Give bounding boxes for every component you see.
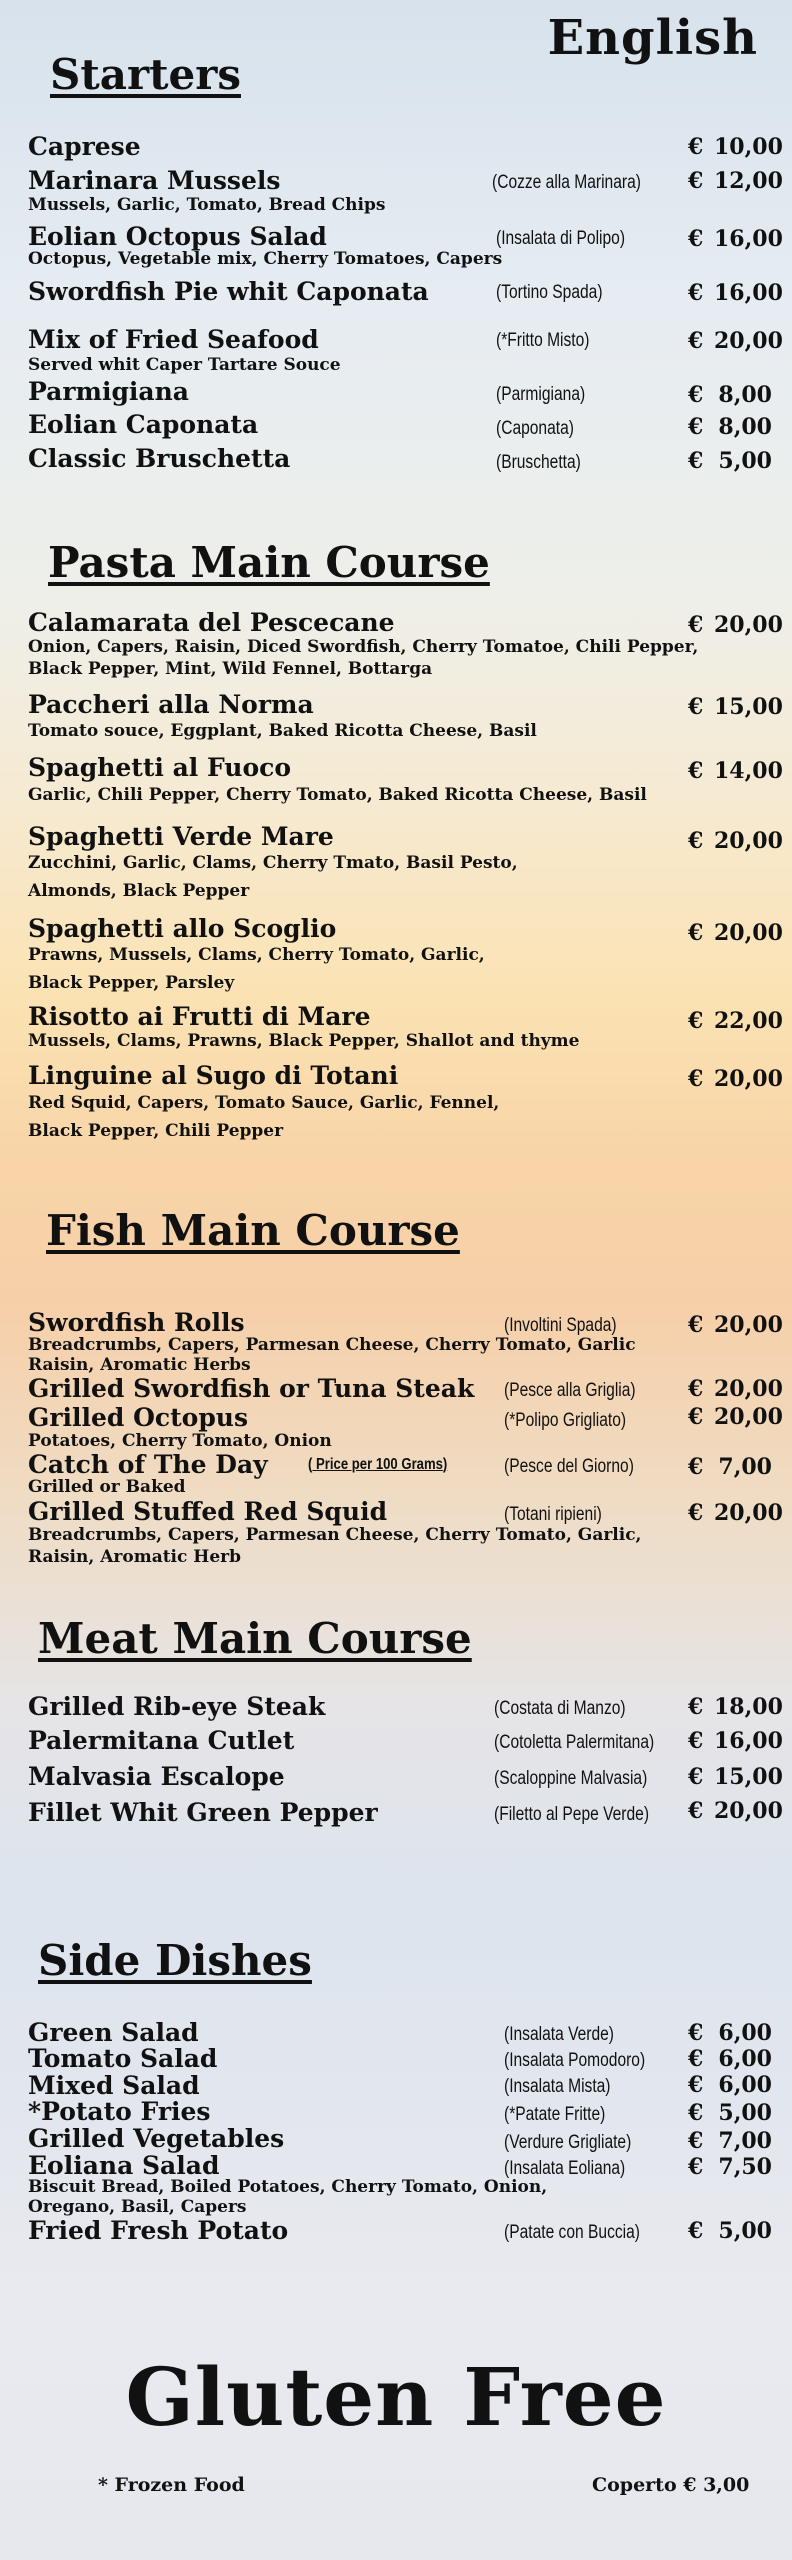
dish-name: Grilled Vegetables — [28, 2124, 285, 2153]
italian-name: (Cotoletta Palermitana) — [494, 1732, 655, 1753]
price: € 5,00 — [688, 2100, 772, 2126]
dish-description: Potatoes, Cherry Tomato, Onion — [28, 1431, 332, 1451]
dish-name: Eoliana Salad — [28, 2151, 220, 2180]
dish-description: Black Pepper, Mint, Wild Fennel, Bottarga — [28, 659, 433, 679]
dish-name: Calamarata del Pescecane — [28, 608, 395, 637]
italian-name: (Scaloppine Malvasia) — [494, 1768, 648, 1789]
dish-name: Grilled Swordfish or Tuna Steak — [28, 1374, 475, 1403]
dish-name: Green Salad — [28, 2018, 199, 2047]
dish-name: Mixed Salad — [28, 2071, 200, 2100]
dish-description: Zucchini, Garlic, Clams, Cherry Tmato, Basil Pesto, — [28, 853, 518, 873]
dish-description: Black Pepper, Chili Pepper — [28, 1121, 284, 1141]
dish-name: Grilled Stuffed Red Squid — [28, 1497, 388, 1526]
italian-name: (Insalata Verde) — [504, 2024, 614, 2045]
dish-description: Breadcrumbs, Capers, Parmesan Cheese, Cherry Tomato, Garlic — [28, 1335, 636, 1355]
price: € 6,00 — [688, 2020, 772, 2046]
dish-description: Black Pepper, Parsley — [28, 973, 235, 993]
dish-name: Fillet Whit Green Pepper — [28, 1798, 378, 1827]
dish-description: Octopus, Vegetable mix, Cherry Tomatoes, Capers — [28, 249, 503, 269]
italian-name: (Verdure Grigliate) — [504, 2132, 632, 2153]
dish-name: Mix of Fried Seafood — [28, 325, 319, 354]
price: € 8,00 — [688, 382, 772, 408]
price: € 20,00 — [688, 1404, 783, 1430]
language-label: English — [547, 10, 758, 66]
italian-name: (Parmigiana) — [496, 384, 586, 405]
price: € 10,00 — [688, 134, 783, 160]
price: € 16,00 — [688, 1728, 783, 1754]
dish-description: Tomato souce, Eggplant, Baked Ricotta Cheese, Basil — [28, 721, 537, 741]
italian-name: (Totani ripieni) — [504, 1504, 602, 1525]
frozen-food-note: * Frozen Food — [98, 2474, 245, 2496]
price: € 16,00 — [688, 226, 783, 252]
italian-name: (Insalata Mista) — [504, 2076, 611, 2097]
dish-description: Oregano, Basil, Capers — [28, 2197, 247, 2217]
coperto-charge: Coperto € 3,00 — [592, 2474, 750, 2496]
price: € 5,00 — [688, 2218, 772, 2244]
price-per-weight-note: ( Price per 100 Grams) — [308, 1456, 448, 1473]
dish-name: Paccheri alla Norma — [28, 690, 314, 719]
price: € 20,00 — [688, 612, 783, 638]
dish-description: Raisin, Aromatic Herbs — [28, 1355, 251, 1375]
dish-name: Parmigiana — [28, 377, 189, 406]
dish-name: Grilled Octopus — [28, 1403, 249, 1432]
price: € 15,00 — [688, 694, 783, 720]
price: € 16,00 — [688, 280, 783, 306]
price: € 20,00 — [688, 1376, 783, 1402]
section-title-meat: Meat Main Course — [38, 1614, 472, 1663]
dish-name: Malvasia Escalope — [28, 1762, 285, 1791]
dish-name: Swordfish Rolls — [28, 1308, 245, 1337]
dish-name: Catch of The Day — [28, 1450, 268, 1479]
dish-name: Classic Bruschetta — [28, 444, 291, 473]
dish-name: Marinara Mussels — [28, 166, 281, 195]
italian-name: (Insalata Pomodoro) — [504, 2050, 646, 2071]
price: € 7,00 — [688, 1454, 772, 1480]
section-title-fish: Fish Main Course — [46, 1206, 460, 1255]
price: € 20,00 — [688, 1066, 783, 1092]
dish-name: Palermitana Cutlet — [28, 1726, 295, 1755]
dish-description: Raisin, Aromatic Herb — [28, 1547, 242, 1567]
dish-name: Eolian Octopus Salad — [28, 222, 327, 251]
price: € 6,00 — [688, 2046, 772, 2072]
dish-description: Mussels, Garlic, Tomato, Bread Chips — [28, 195, 386, 215]
price: € 22,00 — [688, 1008, 783, 1034]
price: € 20,00 — [688, 1798, 783, 1824]
italian-name: (Tortino Spada) — [496, 282, 603, 303]
italian-name: (*Fritto Misto) — [496, 330, 590, 351]
dish-name: Caprese — [28, 132, 141, 161]
italian-name: (*Patate Fritte) — [504, 2104, 606, 2125]
dish-description: Mussels, Clams, Prawns, Black Pepper, Shallot and thyme — [28, 1031, 580, 1051]
dish-name: Risotto ai Frutti di Mare — [28, 1002, 371, 1031]
price: € 20,00 — [688, 828, 783, 854]
dish-name: *Potato Fries — [28, 2097, 211, 2126]
dish-name: Swordfish Pie whit Caponata — [28, 277, 429, 306]
price: € 14,00 — [688, 758, 783, 784]
italian-name: (Pesce alla Griglia) — [504, 1380, 636, 1401]
italian-name: (Insalata di Polipo) — [496, 228, 626, 249]
dish-description: Grilled or Baked — [28, 1477, 186, 1497]
price: € 8,00 — [688, 414, 772, 440]
italian-name: (Insalata Eoliana) — [504, 2158, 626, 2179]
dish-description: Garlic, Chili Pepper, Cherry Tomato, Baked Ricotta Cheese, Basil — [28, 785, 647, 805]
price: € 20,00 — [688, 328, 783, 354]
dish-description: Red Squid, Capers, Tomato Sauce, Garlic, Fennel, — [28, 1093, 500, 1113]
dish-description: Prawns, Mussels, Clams, Cherry Tomato, Garlic, — [28, 945, 485, 965]
price: € 20,00 — [688, 920, 783, 946]
italian-name: (Caponata) — [496, 418, 574, 439]
price: € 20,00 — [688, 1312, 783, 1338]
price: € 18,00 — [688, 1694, 783, 1720]
italian-name: (Pesce del Giorno) — [504, 1456, 634, 1477]
dish-name: Eolian Caponata — [28, 410, 259, 439]
italian-name: (Cozze alla Marinara) — [492, 172, 641, 193]
dish-description: Breadcrumbs, Capers, Parmesan Cheese, Cherry Tomato, Garlic, — [28, 1525, 642, 1545]
dish-name: Grilled Rib-eye Steak — [28, 1692, 326, 1721]
dish-name: Spaghetti allo Scoglio — [28, 914, 337, 943]
section-title-pasta: Pasta Main Course — [48, 538, 490, 587]
price: € 6,00 — [688, 2072, 772, 2098]
section-title-starters: Starters — [50, 50, 241, 99]
dish-description: Onion, Capers, Raisin, Diced Swordfish, Cherry Tomatoe, Chili Pepper, — [28, 637, 699, 657]
price: € 12,00 — [688, 168, 783, 194]
price: € 7,00 — [688, 2128, 772, 2154]
italian-name: (*Polipo Grigliato) — [504, 1410, 627, 1431]
dish-name: Linguine al Sugo di Totani — [28, 1061, 399, 1090]
price: € 5,00 — [688, 448, 772, 474]
italian-name: (Bruschetta) — [496, 452, 581, 473]
italian-name: (Involtini Spada) — [504, 1315, 617, 1336]
gluten-free-banner: Gluten Free — [125, 2350, 667, 2444]
price: € 7,50 — [688, 2154, 772, 2180]
dish-name: Spaghetti Verde Mare — [28, 822, 334, 851]
dish-description: Served whit Caper Tartare Souce — [28, 355, 341, 375]
italian-name: (Costata di Manzo) — [494, 1698, 626, 1719]
price: € 20,00 — [688, 1500, 783, 1526]
italian-name: (Filetto al Pepe Verde) — [494, 1804, 650, 1825]
italian-name: (Patate con Buccia) — [504, 2222, 640, 2243]
dish-name: Tomato Salad — [28, 2044, 218, 2073]
price: € 15,00 — [688, 1764, 783, 1790]
dish-name: Fried Fresh Potato — [28, 2216, 289, 2245]
dish-description: Biscuit Bread, Boiled Potatoes, Cherry Tomato, Onion, — [28, 2177, 548, 2197]
dish-name: Spaghetti al Fuoco — [28, 753, 292, 782]
section-title-sides: Side Dishes — [38, 1936, 312, 1985]
dish-description: Almonds, Black Pepper — [28, 881, 250, 901]
